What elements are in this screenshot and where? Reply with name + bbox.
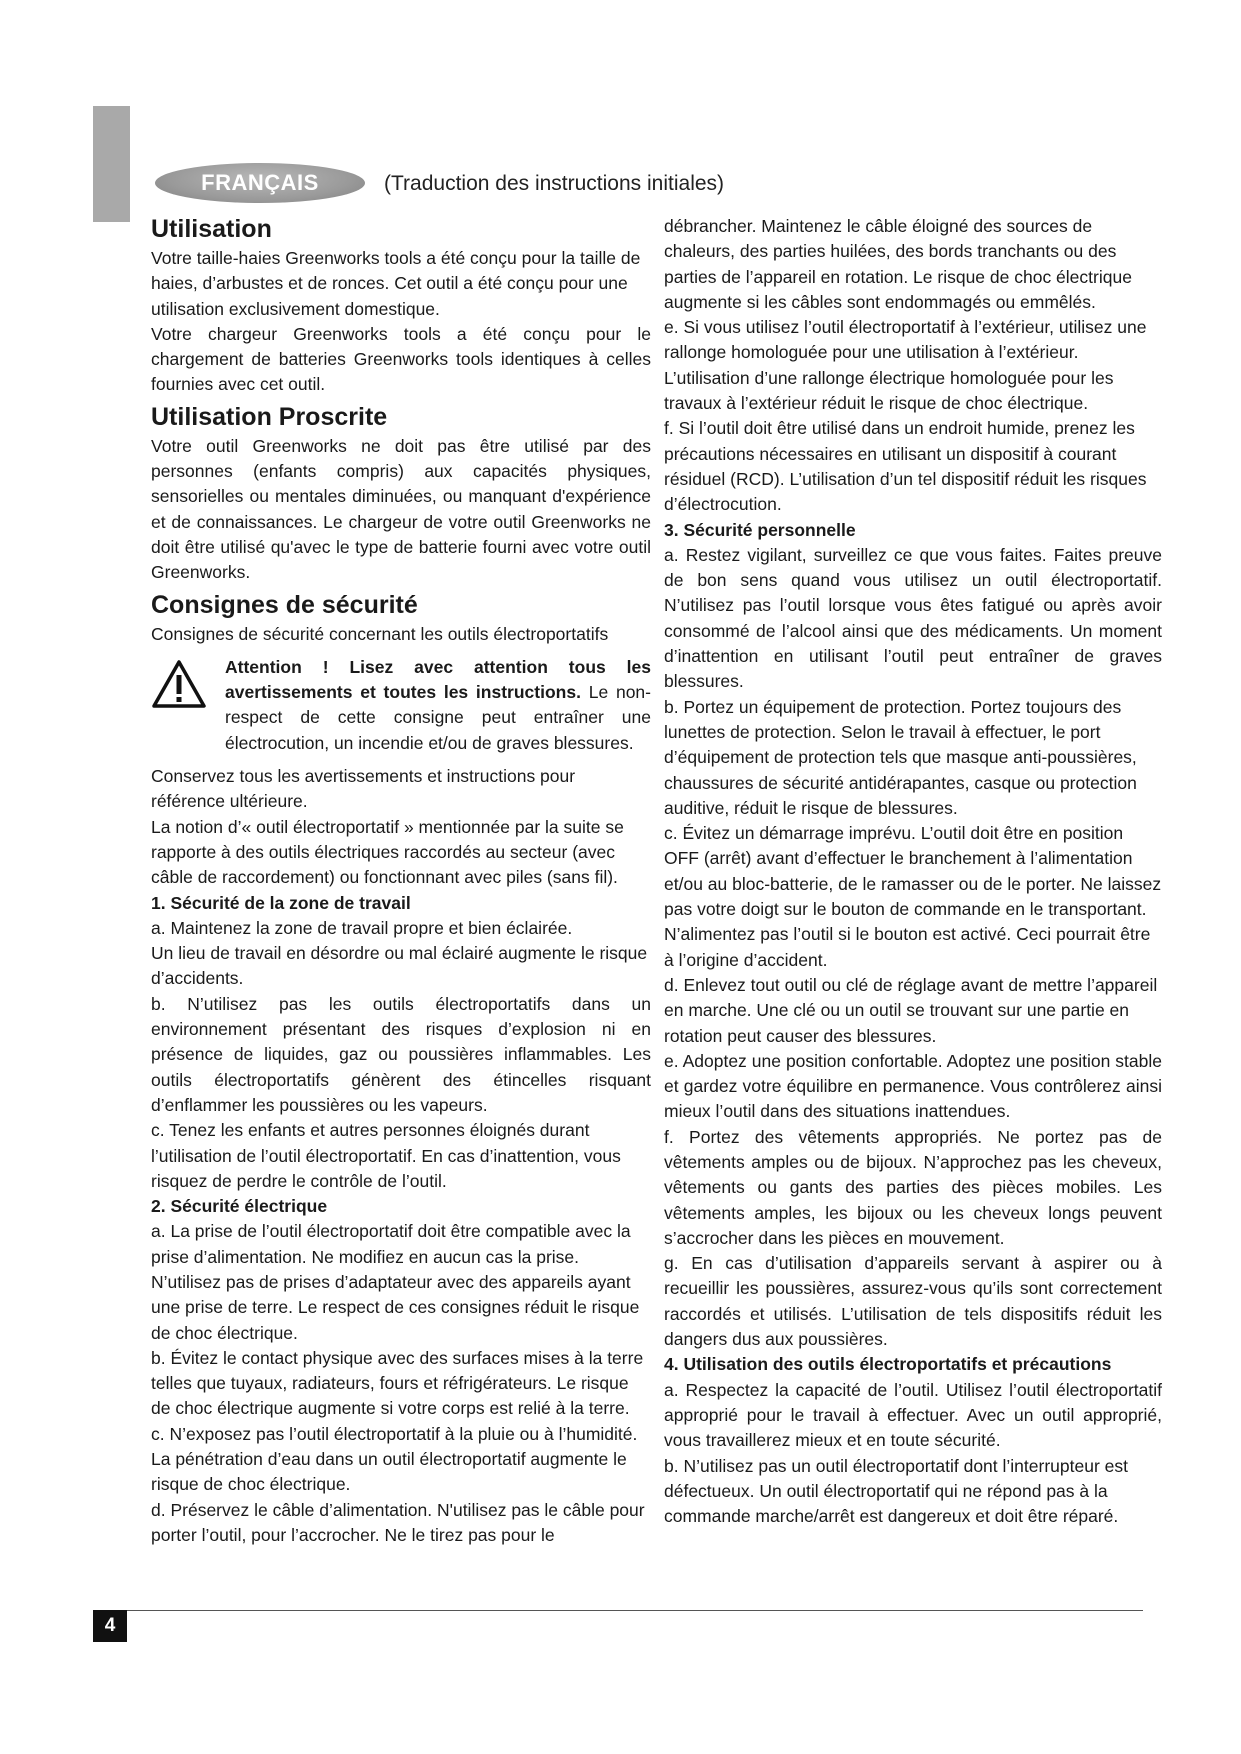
paragraph: c. Tenez les enfants et autres personnes éloignés durant l’utilisation de l’outil électroportatif. En cas d’inattention, vous risquez de perdre le contrôle de l’outil. [151,1120,621,1191]
paragraph: b. N’utilisez pas les outils électroportatifs dans un environnement présentant des risques d’explosion ni en présence de liquides, gaz ou poussières inflammables. Les outils électroportatifs génèrent des étincelles risquant d’enflammer les poussières ou les vapeurs. [151,993,651,1115]
language-badge: FRANÇAIS [155,163,365,203]
sidebar-tab [93,106,130,222]
paragraph: f. Portez des vêtements appropriés. Ne portez pas de vêtements amples ou de bijoux. N’approchez pas les cheveux, vêtements ou gants des parties des pièces mobiles. Les vêtements amples, les bijoux ou les cheveux longs peuvent s’accrocher dans les pièces en mouvement. [664,1126,1162,1248]
warning-text [213,655,651,756]
section-heading-4: 4. Utilisation des outils électroportatifs et précautions [664,1354,1112,1375]
section-heading-3: 3. Sécurité personnelle [664,519,856,540]
paragraph: a. La prise de l’outil électroportatif doit être compatible avec la prise d’alimentation. Ne modifiez en aucun cas la prise. N’utilisez pas de prises d’adaptateur avec des appareils ayant une prise de terre. Le respect de ces consignes réduit le risque de choc électrique. [151,1221,640,1343]
paragraph: Votre chargeur Greenworks tools a été conçu pour le chargement de batteries Greenworks tools identiques à celles fournies avec cet outil. [151,323,651,395]
section-heading-2: 2. Sécurité électrique [151,1196,328,1217]
paragraph: d. Préservez le câble d’alimentation. N'utilisez pas le câble pour porter l’outil, pour l’accrocher. Ne le tirez pas pour le [151,1499,645,1545]
warning-bold: Attention ! Lisez avec attention tous les avertissements et toutes les instructions. [225,656,651,703]
paragraph: e. Si vous utilisez l’outil électroportatif à l’extérieur, utilisez une rallonge homologuée pour une utilisation à l’extérieur. L’utilisation d’une rallonge électrique homologuée pour les travaux à l’extérieur réduit le risque de choc électrique. [664,317,1147,414]
footer-divider [93,1610,1143,1611]
paragraph: Un lieu de travail en désordre ou mal éclairé augmente le risque d’accidents. [151,943,648,989]
page-number: 4 [93,1610,127,1642]
paragraph: La notion d’« outil électroportatif » mentionnée par la suite se rapporte à des outils électriques raccordés au secteur (avec câble de raccordement) ou fonctionnant avec piles (sans fil). [151,816,624,888]
paragraph: b. Évitez le contact physique avec des surfaces mises à la terre telles que tuyaux, radiateurs, fours et réfrigérateurs. Le risque de choc électrique augmente si votre corps est relié à la terre. [151,1347,644,1419]
section-heading-1: 1. Sécurité de la zone de travail [151,892,411,913]
paragraph: Votre outil Greenworks ne doit pas être utilisé par des personnes (enfants compris) aux capacités physiques, sensorielles ou mentales diminuées, ou manquant d'expérience et de connaissances. Le chargeur de votre outil Greenworks ne doit être utilisé qu'avec le type de batterie fourni avec votre outil Greenworks. [151,435,651,583]
paragraph: Votre taille-haies Greenworks tools a été conçu pour la taille de haies, d’arbustes et de ronces. Cet outil a été conçu pour une utilisation exclusivement domestique. [151,248,641,319]
paragraph: a. Restez vigilant, surveillez ce que vous faites. Faites preuve de bon sens quand vous utilisez un outil électroportatif. N’utilisez pas l’outil lorsque vous êtes fatigué ou après avoir consommé de l’alcool ainsi que des médicaments. Un moment d’inattention en utilisant l’outil peut entraîner de graves blessures. [664,544,1162,692]
paragraph: débrancher. Maintenez le câble éloigné des sources de chaleurs, des parties huilées, des bords tranchants ou des parties de l’appareil en rotation. Le risque de choc électrique augmente si les câbles sont endommagés ou emmêlés. [664,216,1132,312]
warning-rest: Le non-respect de cette consigne peut entraîner une électrocution, un incendie et/ou de graves blessures. [225,682,651,753]
right-column [664,214,1162,1529]
heading-utilisation: Utilisation [151,215,272,243]
warning-block [151,655,651,756]
paragraph: c. Évitez un démarrage imprévu. L’outil doit être en position OFF (arrêt) avant d’effectuer le branchement à l’alimentation et/ou au bloc-batterie, de le ramasser ou de le porter. Ne laissez pas votre doigt sur le bouton de commande en le transportant. N’alimentez pas l’outil si le bouton est activé. Ceci pourrait être à l’origine d’accident. [664,823,1162,970]
paragraph: c. N’exposez pas l’outil électroportatif à la pluie ou à l’humidité. La pénétration d’eau dans un outil électroportatif augmente le risque de choc électrique. [151,1423,638,1495]
paragraph: f. Si l’outil doit être utilisé dans un endroit humide, prenez les précautions nécessaires en utilisant un dispositif à courant résiduel (RCD). L’utilisation d’un tel dispositif réduit les risques d’électrocution. [664,418,1147,515]
paragraph: b. N’utilisez pas un outil électroportatif dont l’interrupteur est défectueux. Un outil électroportatif qui ne répond pas à la commande marche/arrêt est dangereux et doit être réparé. [664,1455,1128,1527]
warning-triangle-icon [151,655,213,756]
paragraph: a. Maintenez la zone de travail propre et bien éclairée. [151,917,573,938]
paragraph: Consignes de sécurité concernant les outils électroportatifs [151,623,609,644]
heading-utilisation-proscrite: Utilisation Proscrite [151,402,388,431]
left-column [151,214,651,1548]
translation-note: (Traduction des instructions initiales) [384,172,725,195]
paragraph: b. Portez un équipement de protection. Portez toujours des lunettes de protection. Selon le travail à effectuer, le port d’équipement de protection tels que masque anti-poussières, chaussures de sécurité antidérapantes, casque ou protection auditive, réduit le risque de blessures. [664,696,1137,818]
paragraph: Conservez tous les avertissements et instructions pour référence ultérieure. [151,766,576,812]
heading-consignes-securite: Consignes de sécurité [151,590,418,619]
paragraph: e. Adoptez une position confortable. Adoptez une position stable et gardez votre équilibre en permanence. Vous contrôlerez ainsi mieux l’outil dans des situations inattendues. [664,1050,1162,1122]
paragraph: g. En cas d’utilisation d’appareils servant à aspirer ou à recueillir les poussières, assurez-vous qu’ils sont correctement raccordés et utilisés. L’utilisation de tels dispositifs réduit les dangers dus aux poussières. [664,1253,1162,1350]
paragraph: a. Respectez la capacité de l’outil. Utilisez l’outil électroportatif approprié pour le travail à effectuer. Avec un outil approprié, vous travaillerez mieux et en toute sécurité. [664,1379,1162,1451]
paragraph: d. Enlevez tout outil ou clé de réglage avant de mettre l’appareil en marche. Une clé ou un outil se trouvant sur une partie en rotation peut causer des blessures. [664,974,1158,1046]
